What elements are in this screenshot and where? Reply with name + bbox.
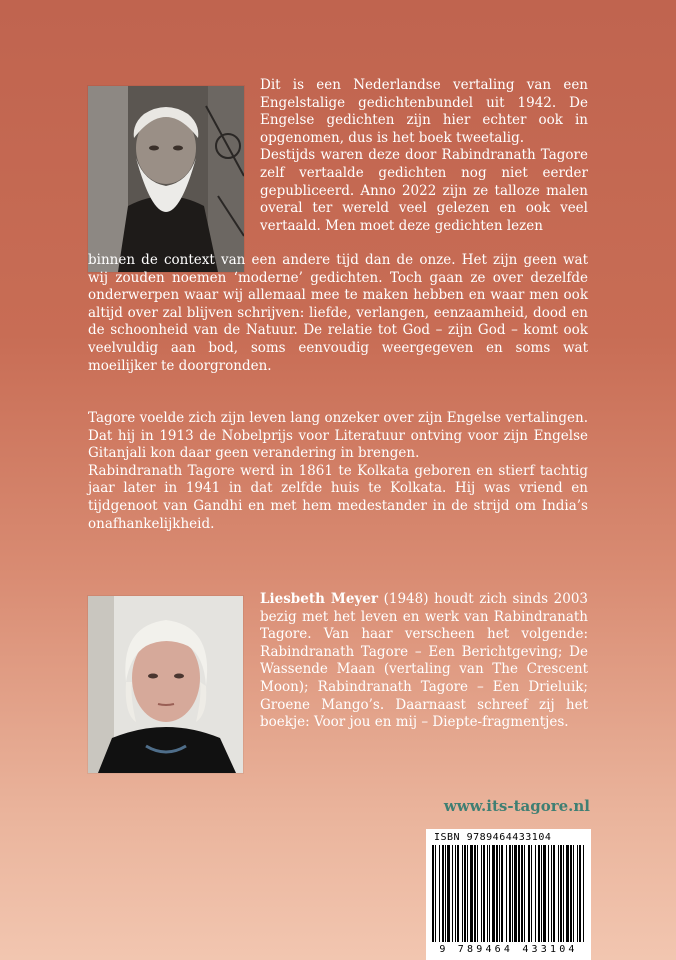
barcode-bar	[481, 845, 482, 942]
barcode-bar	[509, 845, 511, 942]
barcode-bar	[442, 845, 444, 942]
barcode-bar	[577, 845, 578, 942]
barcode-bar	[553, 845, 555, 942]
barcode-bar	[447, 845, 450, 942]
barcode-bar	[531, 845, 532, 942]
barcode-bars	[432, 845, 585, 942]
barcode-bar	[506, 845, 507, 942]
barcode-bar	[492, 845, 495, 942]
barcode-bar	[583, 845, 584, 942]
author-portrait-photo	[88, 596, 243, 773]
barcode-bar	[518, 845, 520, 942]
barcode-bar	[570, 845, 572, 942]
barcode-bar	[462, 845, 463, 942]
barcode-bar	[563, 845, 564, 942]
barcode-bar	[579, 845, 581, 942]
barcode-bar	[573, 845, 574, 942]
author-portrait-illustration	[88, 596, 243, 773]
barcode-bar	[535, 845, 536, 942]
barcode-bar	[514, 845, 517, 942]
author-biography-paragraph	[260, 591, 588, 732]
author-name: Liesbeth Meyer	[260, 591, 378, 607]
intro-paragraph: Dit is een Nederlandse vertaling van een Engelstalige gedichtenbundel uit 1942. De Engelse gedichten zijn hier echter ook in opgenomen, dus is het boek tweetalig. Destijds waren deze door Rabindranath Tagore zelf vertaalde gedichten nog niet eerder gepubliceerd. Anno 2022 zijn ze talloze malen overal ter wereld veel gelezen en ook veel vertaald. Men moet deze gedichten lezen	[260, 77, 588, 234]
barcode-bar	[445, 845, 446, 942]
barcode-bar	[477, 845, 478, 942]
barcode-bar	[496, 845, 498, 942]
barcode-bar	[439, 845, 440, 942]
barcode-bar	[521, 845, 523, 942]
isbn-label: ISBN 9789464433104	[434, 832, 552, 843]
barcode-bar	[455, 845, 456, 942]
barcode-bar	[541, 845, 542, 942]
barcode-bar	[560, 845, 562, 942]
barcode-bar	[432, 845, 434, 942]
author-biography-text: (1948) houdt zich sinds 2003 bezig met het leven en werk van Rabindranath Tagore. Van haar verscheen het volgende: Rabindranath Tagore – Een Berichtgeving; De Wassende Maan (vertaling van The Crescent Moon); Rabindranath Tagore – Een Drieluik; Groene Mango’s. Daarnaast schreef zij het boekje: Voor jou en mij – Diepte-fragmentjes.	[260, 591, 589, 731]
barcode-bar	[558, 845, 559, 942]
barcode-bar	[452, 845, 453, 942]
tagore-biography-paragraph: Tagore voelde zich zijn leven lang onzeker over zijn Engelse vertalingen. Dat hij in 1913 de Nobelprijs voor Literatuur ontving voor zijn Engelse Gitanjali kon daar geen verandering in brengen. Rabindranath Tagore werd in 1861 te Kolkata geboren en stierf tachtig jaar later in 1941 in dat zelfde huis te Kolkata. Hij was vriend en tijdgenoot van Gandhi en met hem medestander in de strijd om India’s onafhankelijkheid.	[88, 410, 588, 532]
tagore-portrait-illustration	[88, 86, 244, 272]
barcode-bar	[528, 845, 530, 942]
website-url[interactable]: www.its-tagore.nl	[443, 797, 590, 815]
barcode-bar	[457, 845, 459, 942]
barcode-bar	[435, 845, 436, 942]
isbn-digits: 9 789464 433104	[439, 944, 578, 955]
isbn-barcode	[426, 829, 591, 960]
barcode-bar	[566, 845, 569, 942]
barcode-bar	[543, 845, 546, 942]
barcode-bar	[501, 845, 503, 942]
barcode-bar	[538, 845, 540, 942]
barcode-bar	[548, 845, 549, 942]
barcode-bar	[524, 845, 525, 942]
intro-paragraph-continued: binnen de context van een andere tijd dan de onze. Het zijn geen wat wij zouden noemen ‘moderne’ gedichten. Toch gaan ze over dezelfde onderwerpen waar wij allemaal mee te maken hebben en waar men ook altijd over zal blijven schrijven: liefde, verlangen, eenzaamheid, dood en de schoonheid van de Natuur. De relatie tot God – zijn God – komt ook veelvuldig aan bod, soms eenvoudig weergegeven en soms wat moeilijker te doorgronden.	[88, 252, 588, 374]
barcode-bar	[467, 845, 468, 942]
tagore-portrait-photo	[88, 86, 244, 272]
barcode-bar	[474, 845, 476, 942]
barcode-bar	[489, 845, 490, 942]
barcode-bar	[551, 845, 552, 942]
barcode-bar	[470, 845, 473, 942]
barcode-bar	[487, 845, 488, 942]
barcode-bar	[464, 845, 466, 942]
barcode-bar	[499, 845, 500, 942]
barcode-bar	[512, 845, 513, 942]
barcode-bar	[483, 845, 485, 942]
